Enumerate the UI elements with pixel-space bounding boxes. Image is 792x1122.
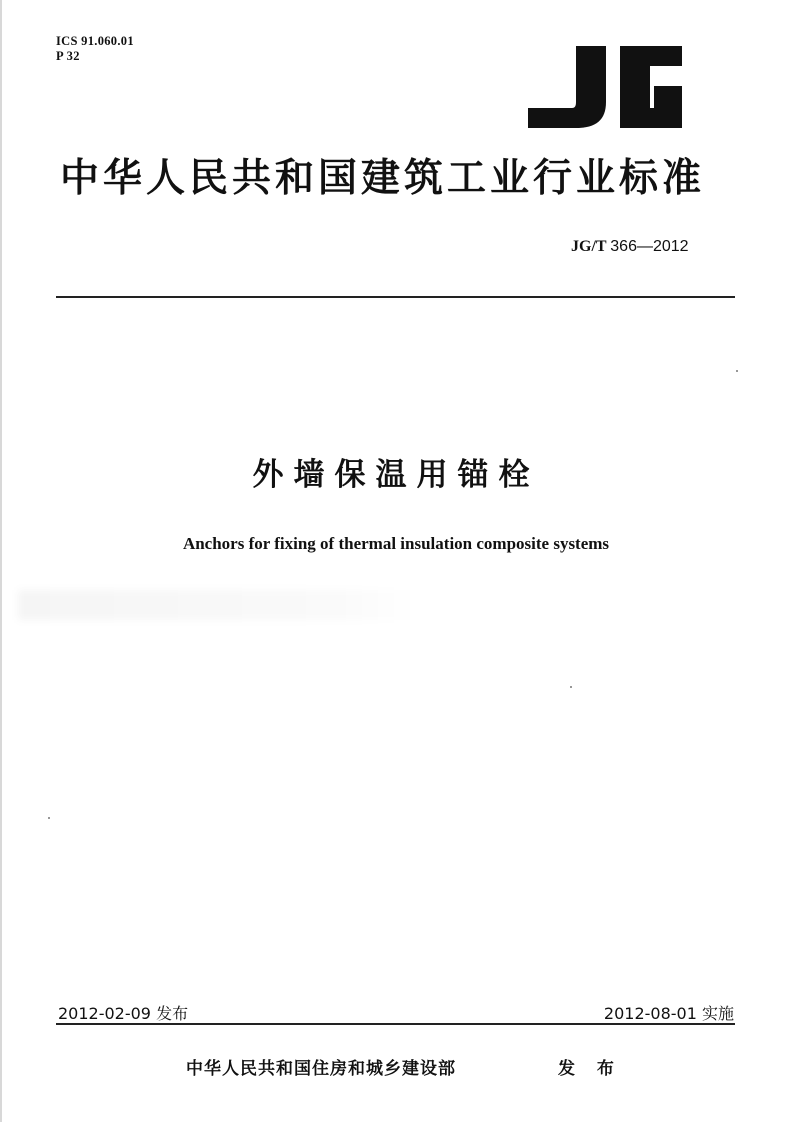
bleed-through-shadow xyxy=(18,590,418,620)
jg-logo xyxy=(524,44,686,130)
classification-codes xyxy=(56,34,134,64)
speck xyxy=(48,817,50,819)
speck xyxy=(736,370,738,372)
implementation-date: 2012-08-01 实施 xyxy=(603,1004,734,1023)
ccs-code: P 32 xyxy=(56,49,80,63)
standard-number xyxy=(571,238,689,256)
issuing-authority: 中华人民共和国住房和城乡建设部 xyxy=(186,1059,456,1079)
issue-label: 发 布 xyxy=(558,1059,622,1079)
standard-number-value: 366—2012 xyxy=(610,238,689,255)
top-divider xyxy=(56,296,735,298)
jg-logo-text: JG xyxy=(524,44,526,45)
ics-code: ICS 91.060.01 xyxy=(56,34,134,48)
speck xyxy=(570,686,572,688)
bottom-divider xyxy=(56,1023,735,1025)
standard-category-title: 中华人民共和国建筑工业行业标准 xyxy=(60,156,706,201)
chinese-title: 外墙保温用锚栓 xyxy=(252,457,540,493)
standard-number-prefix: JG/T xyxy=(571,238,607,255)
issue-date: 2012-02-09 发布 xyxy=(58,1004,189,1023)
english-title: Anchors for fixing of thermal insulation composite systems xyxy=(182,534,610,553)
